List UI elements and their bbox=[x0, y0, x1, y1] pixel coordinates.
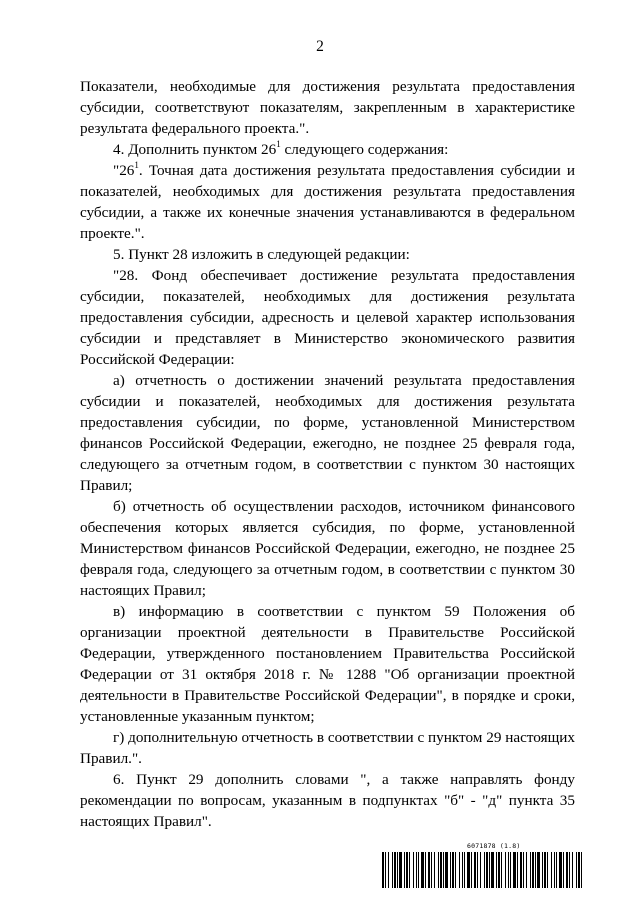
barcode-bar bbox=[455, 852, 456, 888]
barcode-bar bbox=[409, 852, 410, 888]
barcode-bar bbox=[445, 852, 448, 888]
barcode-bar bbox=[510, 852, 511, 888]
barcode-bar bbox=[496, 852, 497, 888]
barcode-bar bbox=[404, 852, 405, 888]
paragraph-subitem-v: в) информацию в соответствии с пунктом 59 Положения об организации проектной деятельности в Правительстве Российской Федерации, утвержденного постановлением Правительства Российской Федерации от 31 октября 2018 г. № 1288 "Об организации проектной деятельности в Правительстве Российской Федерации", в порядке и сроки, установленные указанным пунктом; bbox=[80, 603, 575, 725]
barcode-bar bbox=[489, 852, 490, 888]
barcode-bar bbox=[517, 852, 518, 888]
paragraph-indicators: Показатели, необходимые для достижения результата предоставления субсидии, соответствуют показателям, закрепленным в характеристике результата федерального проекта.". bbox=[80, 78, 575, 137]
item-26-1-text-start: "26 bbox=[113, 162, 135, 179]
paragraph-subitem-b: б) отчетность об осуществлении расходов, источником финансового обеспечения которых является субсидия, по форме, установленной Министерством финансов Российской Федерации, ежегодно, не позднее 25 февраля года, следующего за отчетным годом, в соответствии с пунктом 30 настоящих Правил; bbox=[80, 498, 575, 599]
item-26-1-text-end: . Точная дата достижения результата предоставления субсидии и показателей, необходимых для достижения результата предоставления субсидии, а также их конечные значения устанавливаются в федеральном проекте.". bbox=[80, 162, 575, 242]
barcode-bar bbox=[464, 852, 465, 888]
barcode-bar bbox=[474, 852, 476, 888]
barcode-bar bbox=[559, 852, 562, 888]
paragraph-item-4 bbox=[80, 139, 575, 160]
barcode-bar bbox=[450, 852, 451, 888]
barcode-bar bbox=[520, 852, 522, 888]
barcode-bar bbox=[554, 852, 555, 888]
item-4-superscript: 1 bbox=[276, 138, 281, 149]
barcode-bar bbox=[569, 852, 570, 888]
barcode-bar bbox=[526, 852, 527, 888]
barcode-bar bbox=[438, 852, 439, 888]
barcode-bar bbox=[563, 852, 564, 888]
barcode-bar bbox=[413, 852, 414, 888]
barcode-bar bbox=[484, 852, 485, 888]
barcode-bar bbox=[547, 852, 548, 888]
item-4-text-end: следующего содержания: bbox=[280, 141, 449, 158]
barcode-bar bbox=[462, 852, 463, 888]
barcode-bar bbox=[498, 852, 500, 888]
barcode-bar bbox=[535, 852, 536, 888]
paragraph-item-26-1 bbox=[80, 160, 575, 244]
paragraph-subitem-a: а) отчетность о достижении значений результата предоставления субсидии и показателей, необходимых для достижения результата предоставления субсидии, по форме, установленной Министерством финансов Российской Федерации, ежегодно, не позднее 25 февраля года, следующего за отчетным годом, в соответствии с пунктом 30 настоящих Правил; bbox=[80, 372, 575, 494]
barcode-bar bbox=[505, 852, 506, 888]
barcode-bar bbox=[425, 852, 426, 888]
barcode-bar bbox=[576, 852, 577, 888]
barcode-bar bbox=[440, 852, 442, 888]
barcode-bar bbox=[480, 852, 481, 888]
barcode-bar bbox=[508, 852, 509, 888]
barcode-bar bbox=[406, 852, 408, 888]
barcode-caption: 6071878 (1.8) bbox=[467, 842, 521, 850]
barcode-bar bbox=[452, 852, 454, 888]
barcode-bar bbox=[471, 852, 472, 888]
barcode-bar bbox=[581, 852, 582, 888]
barcode-bar bbox=[459, 852, 460, 888]
barcode-bar bbox=[544, 852, 546, 888]
barcode-bar bbox=[491, 852, 494, 888]
barcode-bar bbox=[397, 852, 398, 888]
barcode-bar bbox=[556, 852, 557, 888]
barcode-bar bbox=[523, 852, 524, 888]
barcode-bar bbox=[551, 852, 552, 888]
barcode-bar bbox=[501, 852, 502, 888]
barcode-bar bbox=[394, 852, 396, 888]
item-26-1-superscript: 1 bbox=[134, 159, 139, 170]
barcode-bar bbox=[418, 852, 419, 888]
paragraph-subitem-g: г) дополнительную отчетность в соответствии с пунктом 29 настоящих Правил.". bbox=[80, 729, 575, 767]
barcode-block bbox=[380, 842, 585, 892]
barcode-bar bbox=[385, 852, 386, 888]
barcode-bar bbox=[443, 852, 444, 888]
barcode-bar bbox=[513, 852, 516, 888]
barcode-bar bbox=[399, 852, 402, 888]
barcode-bar bbox=[428, 852, 430, 888]
barcode-bar bbox=[530, 852, 531, 888]
barcode-bar bbox=[467, 852, 470, 888]
page-number: 2 bbox=[316, 38, 324, 55]
barcode-bar bbox=[388, 852, 389, 888]
paragraph-item-5: 5. Пункт 28 изложить в следующей редакции: bbox=[113, 246, 410, 263]
barcode-bar bbox=[382, 852, 384, 888]
barcode-bar bbox=[566, 852, 568, 888]
barcode-bar bbox=[532, 852, 534, 888]
barcode-bar bbox=[434, 852, 435, 888]
barcode-bar bbox=[572, 852, 573, 888]
paragraph-item-6: 6. Пункт 29 дополнить словами ", а также направлять фонду рекомендации по вопросам, указанным в подпунктах "б" - "д" пункта 35 настоящих Правил". bbox=[80, 771, 575, 830]
barcode-bar bbox=[416, 852, 417, 888]
paragraph-item-28: "28. Фонд обеспечивает достижение результата предоставления субсидии, показателей, необходимых для достижения результата предоставления субсидии, адресность и целевой характер использования субсидии и представляет в Министерство экономического развития Российской Федерации: bbox=[80, 267, 575, 368]
barcode-bar bbox=[486, 852, 488, 888]
barcode-bar bbox=[542, 852, 543, 888]
barcode-bar bbox=[477, 852, 478, 888]
item-4-text-start: 4. Дополнить пунктом 26 bbox=[113, 141, 277, 158]
barcode-bar bbox=[421, 852, 424, 888]
barcode-bar bbox=[392, 852, 393, 888]
document-body bbox=[80, 76, 575, 832]
barcode-bar bbox=[537, 852, 540, 888]
barcode-bar bbox=[431, 852, 432, 888]
barcode-bar bbox=[578, 852, 580, 888]
barcode-image bbox=[380, 852, 585, 890]
